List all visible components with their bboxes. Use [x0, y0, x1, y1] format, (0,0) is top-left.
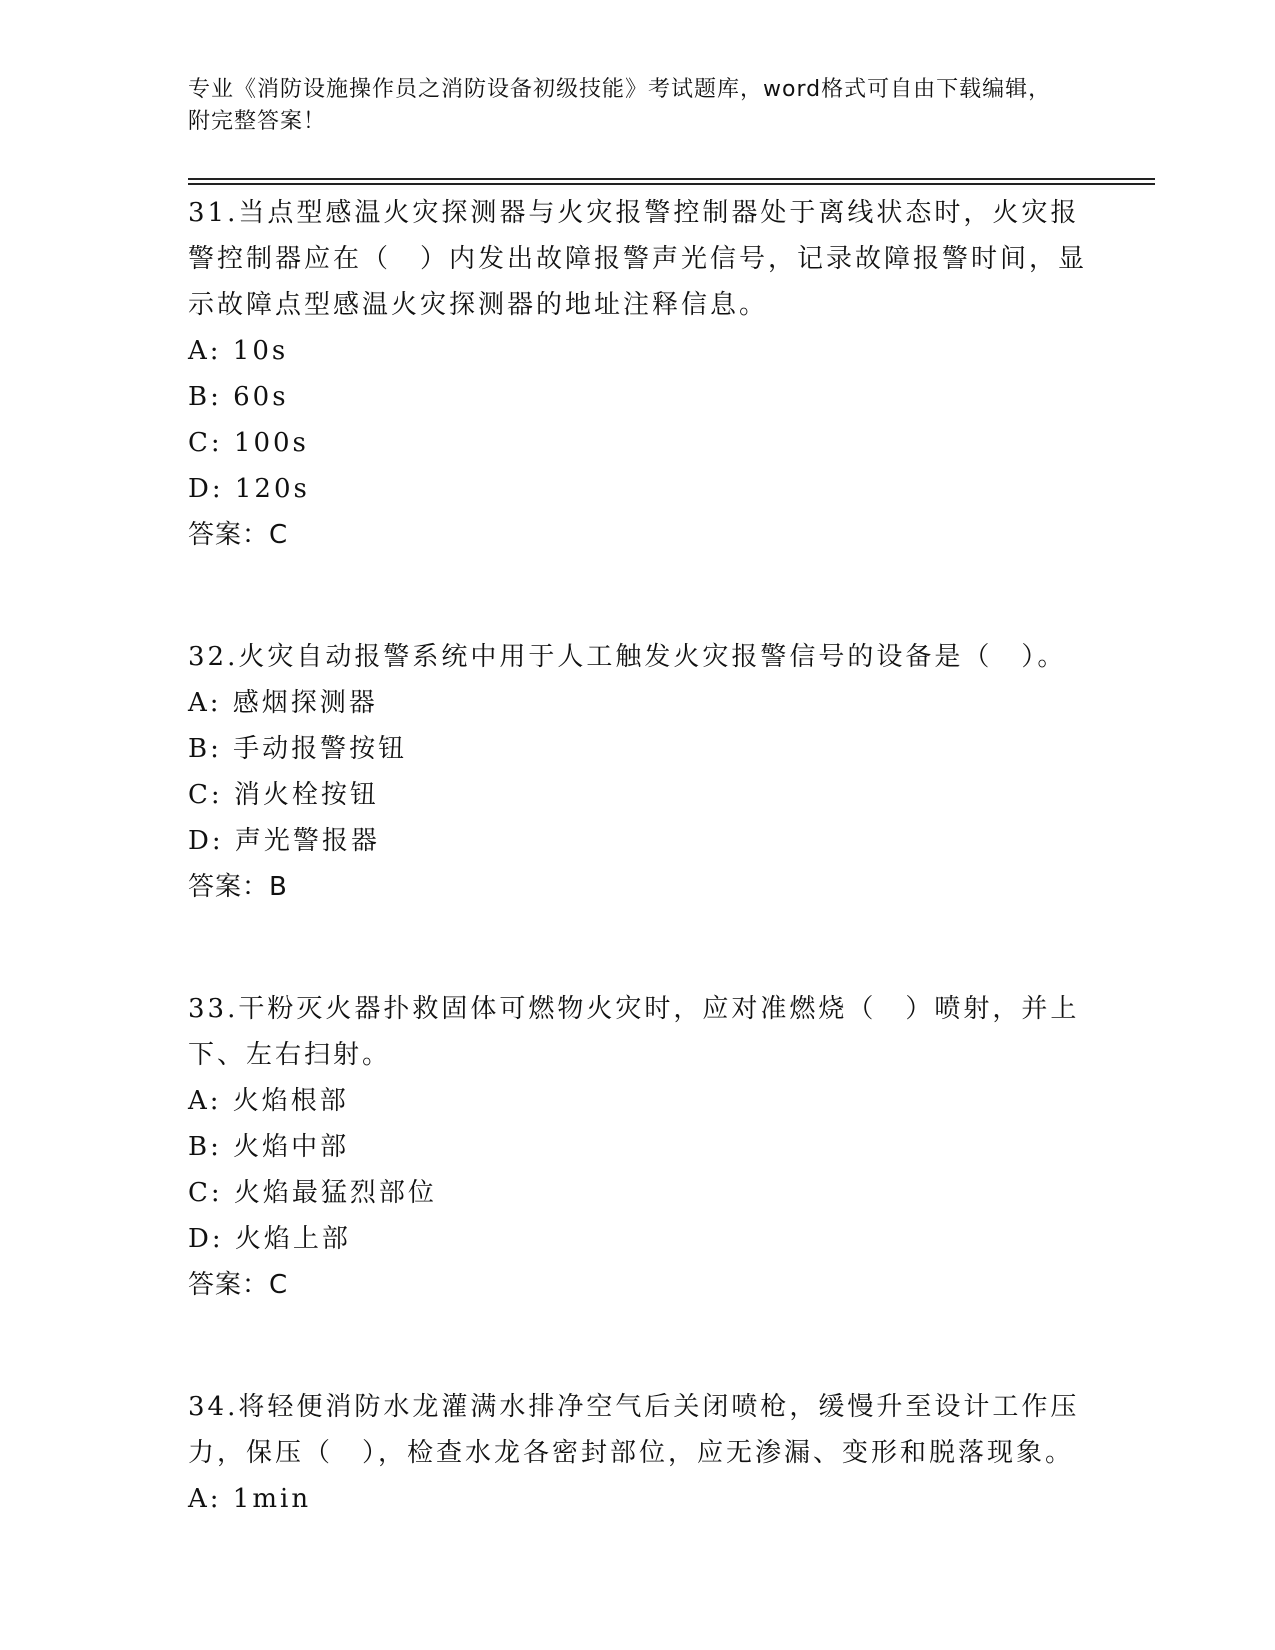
- option-b: B: 手动报警按钮: [188, 734, 408, 764]
- option-d: D: 火焰上部: [188, 1224, 351, 1254]
- option-a: A: 10s: [188, 336, 289, 366]
- option-b: B: 火焰中部: [188, 1132, 350, 1162]
- question-31: [188, 190, 1088, 558]
- option-c: C: 消火栓按钮: [188, 780, 379, 810]
- option-d: D: 声光警报器: [188, 826, 380, 856]
- document-header: 专业《消防设施操作员之消防设备初级技能》考试题库，word格式可自由下载编辑，附完整答案！: [188, 77, 1052, 134]
- question-34: [188, 1384, 1088, 1522]
- question-32: [188, 634, 1088, 910]
- option-d: D: 120s: [188, 474, 310, 504]
- option-a: A: 火焰根部: [188, 1086, 349, 1116]
- question-spacer: [188, 1308, 1088, 1384]
- question-text: 32.火灾自动报警系统中用于人工触发火灾报警信号的设备是（ ）。: [188, 642, 1067, 672]
- option-c: C: 100s: [188, 428, 309, 458]
- header-divider-bottom: [188, 183, 1155, 185]
- question-33: [188, 986, 1088, 1308]
- answer-line: 答案：C: [188, 520, 289, 550]
- question-spacer: [188, 910, 1088, 986]
- question-text: 33.干粉灭火器扑救固体可燃物火灾时，应对准燃烧（ ）喷射，并上下、左右扫射。: [188, 994, 1080, 1070]
- option-c: C: 火焰最猛烈部位: [188, 1178, 437, 1208]
- option-a: A: 1min: [188, 1484, 312, 1514]
- answer-line: 答案：B: [188, 872, 288, 902]
- question-spacer: [188, 558, 1088, 634]
- question-text: 34.将轻便消防水龙灌满水排净空气后关闭喷枪，缓慢升至设计工作压力，保压（ ），检查水龙各密封部位，应无渗漏、变形和脱落现象。: [188, 1392, 1080, 1468]
- answer-line: 答案：C: [188, 1270, 289, 1300]
- question-list: [188, 190, 1088, 1522]
- question-text: 31.当点型感温火灾探测器与火灾报警控制器处于离线状态时，火灾报警控制器应在（ ）内发出故障报警声光信号，记录故障报警时间，显示故障点型感温火灾探测器的地址注释信息。: [188, 198, 1088, 320]
- header-divider-top: [188, 178, 1155, 180]
- option-a: A: 感烟探测器: [188, 688, 378, 718]
- option-b: B: 60s: [188, 382, 289, 412]
